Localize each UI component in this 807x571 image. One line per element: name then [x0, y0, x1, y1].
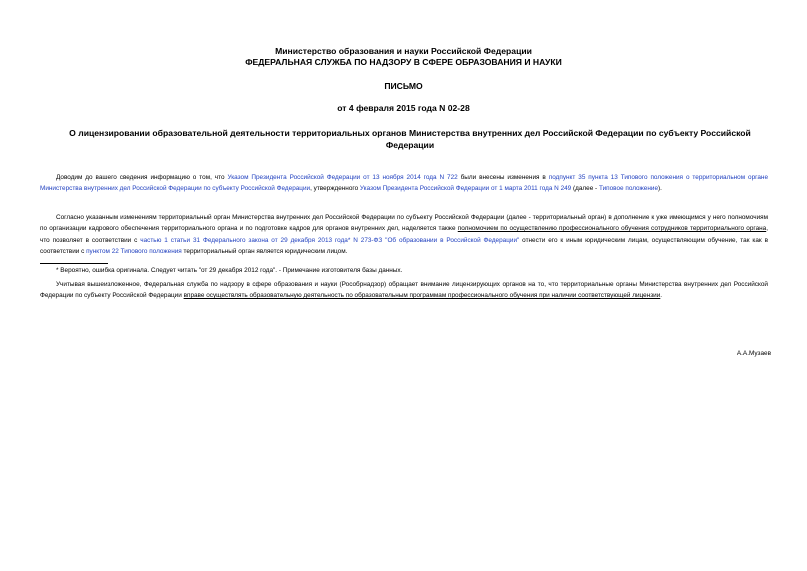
link-decree-249[interactable]: Указом Президента Российской Федерации от 1 марта 2011 года N 249 [359, 185, 572, 193]
document-type: ПИСЬМО [384, 81, 423, 91]
document-date: от 4 февраля 2015 года N 02-28 [337, 103, 470, 113]
link-typical-regulation[interactable]: Типовое положение [598, 185, 659, 193]
document-subject: О лицензировании образовательной деятельности территориальных органов Министерства внутренних дел Российской Федерации по субъекту Российской Федерации [69, 128, 751, 150]
p3-text-a: Учитывая вышеизложенное, Федеральная служба по надзору в сфере образования и науки (Рособрнадзор) обращает внимание лицензирующих органов на то, что территориальные органы Министерства внутренних дел Российской Федерации по субъекту Российской Федерации [40, 281, 768, 300]
p3-text-b: . [660, 292, 663, 300]
p3-underlined-text: вправе осуществлять образовательную деятельность по образовательным программам профессионального обучения при наличии соответствующей лицензии [183, 292, 661, 300]
p1-text-a: Доводим до вашего сведения информацию о том, что [56, 174, 228, 181]
p2-underlined-text: полномочием по осуществлению профессионального обучения сотрудников территориального органа [457, 225, 767, 233]
signature: А.А.Музаев [736, 350, 771, 357]
p2-text-a: Согласно указанным изменениям территориальный орган Министерства внутренних дел Российской Федерации по субъекту Российской Федерации (далее - территориальный орган) в дополнение к уже имеющимся у него полномочиям по организации кадрового обеспечения территориального органа и по подготовке кадров для органов внутренних дел, наделяется также [40, 214, 768, 233]
link-decree-722[interactable]: Указом Президента Российской Федерации от 13 ноября 2014 года N 722 [227, 174, 458, 181]
p1-text-c: , утвержденного [310, 185, 360, 193]
link-typical-regulation-subpoint-35[interactable]: подпункт 35 пункта 13 Типового положения о территориальном органе Министерства внутренних дел Российской Федерации по субъекту Российской Федерации [40, 174, 768, 193]
p2-text-c: отнести его к иным юридическим лицам, осуществляющим обучение, так как в соответствии с [40, 236, 768, 255]
link-point-22-typical-regulation[interactable]: пунктом 22 Типового положения [86, 247, 182, 255]
link-law-273-fz[interactable]: частью 1 статьи 31 Федерального закона от 29 декабря 2013 года* N 273-ФЗ "Об образовании в Российской Федерации" [140, 236, 520, 244]
paragraph-3 [40, 279, 768, 302]
footnote-divider [40, 263, 108, 264]
footnote: * Вероятно, ошибка оригинала. Следует читать "от 29 декабря 2012 года". - Примечание изготовителя базы данных. [56, 267, 403, 274]
ministry-name: Министерство образования и науки Российской Федерации [275, 46, 532, 56]
p1-text-b: были внесены изменения в [457, 174, 549, 181]
p2-text-d: территориальный орган является юридическим лицом. [181, 247, 348, 255]
p1-text-e: ). [658, 185, 662, 193]
service-name: ФЕДЕРАЛЬНАЯ СЛУЖБА ПО НАДЗОРУ В СФЕРЕ ОБРАЗОВАНИЯ И НАУКИ [245, 57, 562, 67]
paragraph-2 [40, 212, 768, 257]
p2-text-b: , что позволяет в соответствии с [40, 225, 768, 244]
p1-text-d: (далее - [571, 185, 599, 193]
paragraph-1 [40, 172, 768, 195]
